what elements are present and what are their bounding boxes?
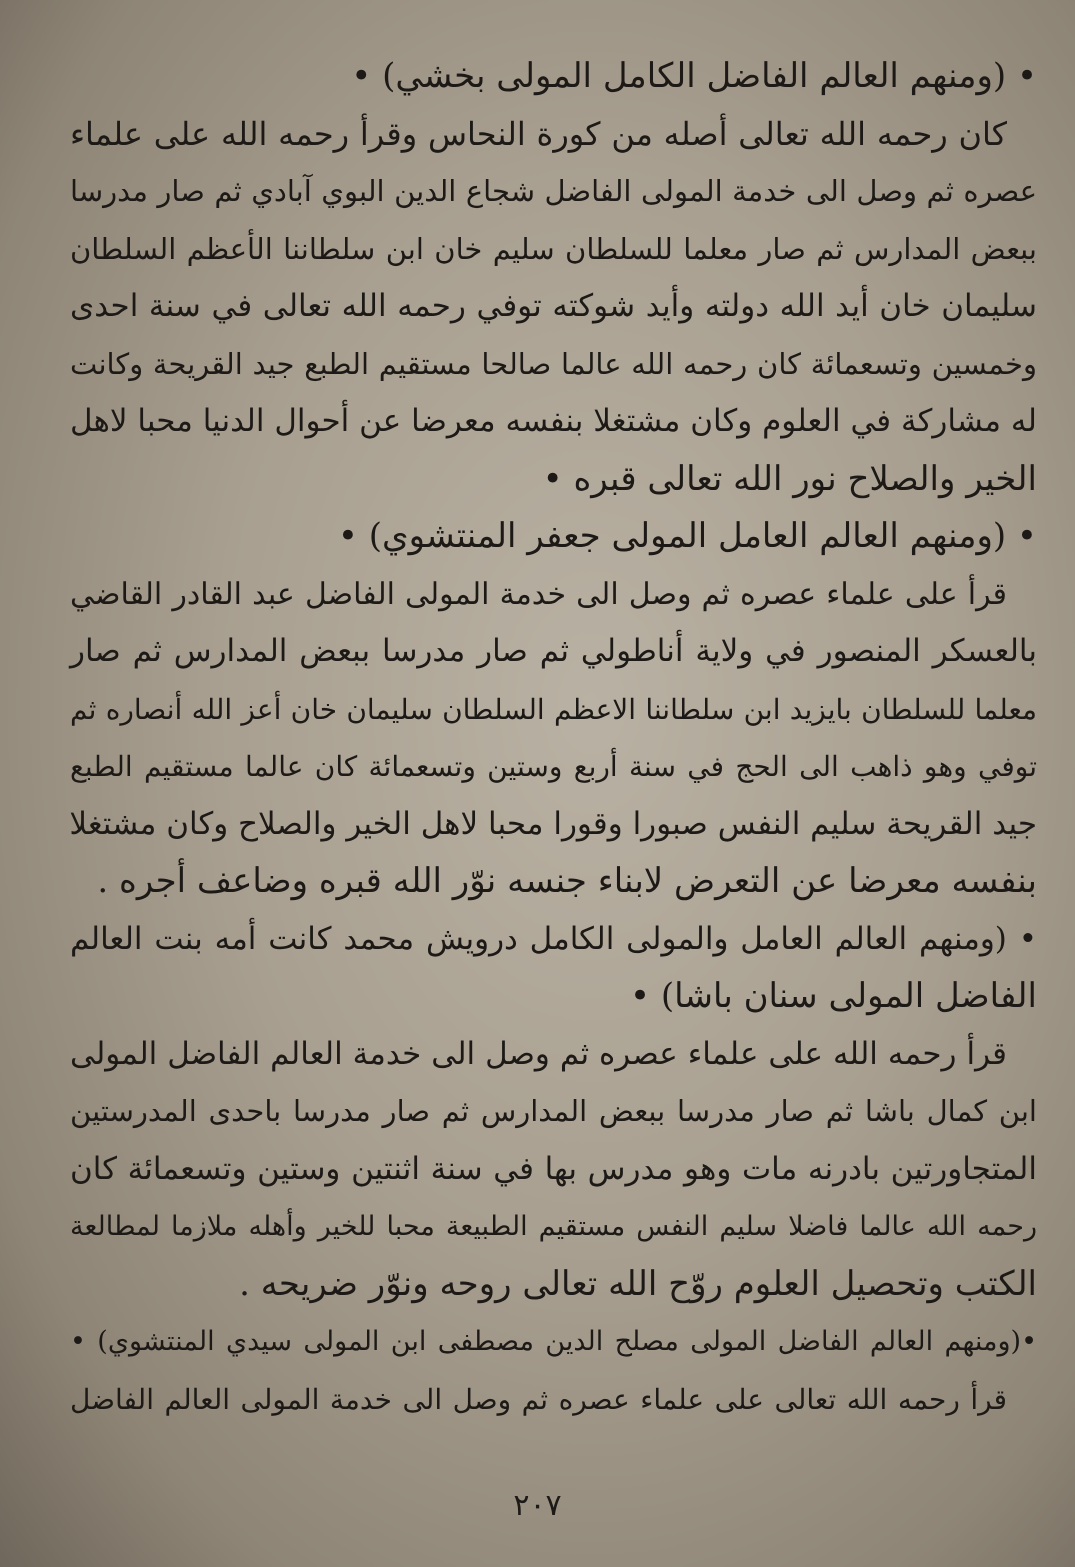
- text-line: بنفسه معرضا عن التعرض لابناء جنسه نوّر الله قبره وضاعف أجره .: [97, 861, 1037, 901]
- text-line: بالعسكر المنصور في ولاية أناطولي ثم صار مدرسا ببعض المدارس ثم صار: [70, 633, 1037, 669]
- section-heading: • (ومنهم العالم العامل والمولى الكامل درويش محمد كانت أمه بنت العالم: [70, 920, 1037, 957]
- section-heading: الفاضل المولى سنان باشا) •: [629, 976, 1037, 1016]
- section-heading: • (ومنهم العالم الفاضل الكامل المولى بخشي) •: [351, 56, 1037, 96]
- section-heading: • (ومنهم العالم العامل المولى جعفر المنتشوي) •: [337, 516, 1037, 556]
- text-line: الخير والصلاح نور الله تعالى قبره •: [542, 458, 1037, 499]
- text-line: قرأ رحمه الله تعالى على علماء عصره ثم وصل الى خدمة المولى العالم الفاضل: [70, 1382, 1007, 1416]
- page-number: ٢٠٧: [513, 1488, 562, 1523]
- text-line: ببعض المدارس ثم صار معلما للسلطان سليم خان ابن سلطاننا الأعظم السلطان: [70, 231, 1037, 266]
- text-line: كان رحمه الله تعالى أصله من كورة النحاس وقرأ رحمه الله على علماء: [70, 114, 1007, 153]
- text-line: وخمسين وتسعمائة كان رحمه الله عالما صالحا مستقيم الطبع جيد القريحة وكانت: [70, 346, 1037, 381]
- text-line: سليمان خان أيد الله دولته وأيد شوكته توفي رحمه الله تعالى في سنة احدى: [70, 288, 1037, 324]
- text-line: معلما للسلطان بايزيد ابن سلطاننا الاعظم السلطان سليمان خان أعز الله أنصاره ثم: [70, 692, 1037, 726]
- text-line: ابن كمال باشا ثم صار مدرسا ببعض المدارس ثم صار مدرسا باحدى المدرستين: [70, 1094, 1037, 1128]
- page-body: [70, 48, 1037, 1428]
- text-line: له مشاركة في العلوم وكان مشتغلا بنفسه معرضا عن أحوال الدنيا محبا لاهل: [70, 403, 1037, 439]
- text-line: قرأ على علماء عصره ثم وصل الى خدمة المولى الفاضل عبد القادر القاضي: [70, 576, 1007, 612]
- text-line: عصره ثم وصل الى خدمة المولى الفاضل شجاع الدين البوي آبادي ثم صار مدرسا: [70, 174, 1037, 208]
- text-line: رحمه الله عالما فاضلا سليم النفس مستقيم الطبيعة محبا للخير وأهله ملازما لمطالعة: [70, 1211, 1037, 1242]
- section-heading: •(ومنهم العالم الفاضل المولى مصلح الدين مصطفى ابن المولى سيدي المنتشوي) •: [70, 1326, 1037, 1357]
- text-line: جيد القريحة سليم النفس صبورا وقورا محبا لاهل الخير والصلاح وكان مشتغلا: [69, 805, 1037, 842]
- text-line: المتجاورتين بادرنه مات وهو مدرس بها في سنة اثنتين وستين وتسعمائة كان: [70, 1150, 1037, 1187]
- text-line: توفي وهو ذاهب الى الحج في سنة أربع وستين وتسعمائة كان عالما مستقيم الطبع: [70, 750, 1037, 783]
- text-line: الكتب وتحصيل العلوم روّح الله تعالى روحه ونوّر ضريحه .: [239, 1263, 1037, 1304]
- text-line: قرأ رحمه الله على علماء عصره ثم وصل الى خدمة العالم الفاضل المولى: [70, 1035, 1007, 1072]
